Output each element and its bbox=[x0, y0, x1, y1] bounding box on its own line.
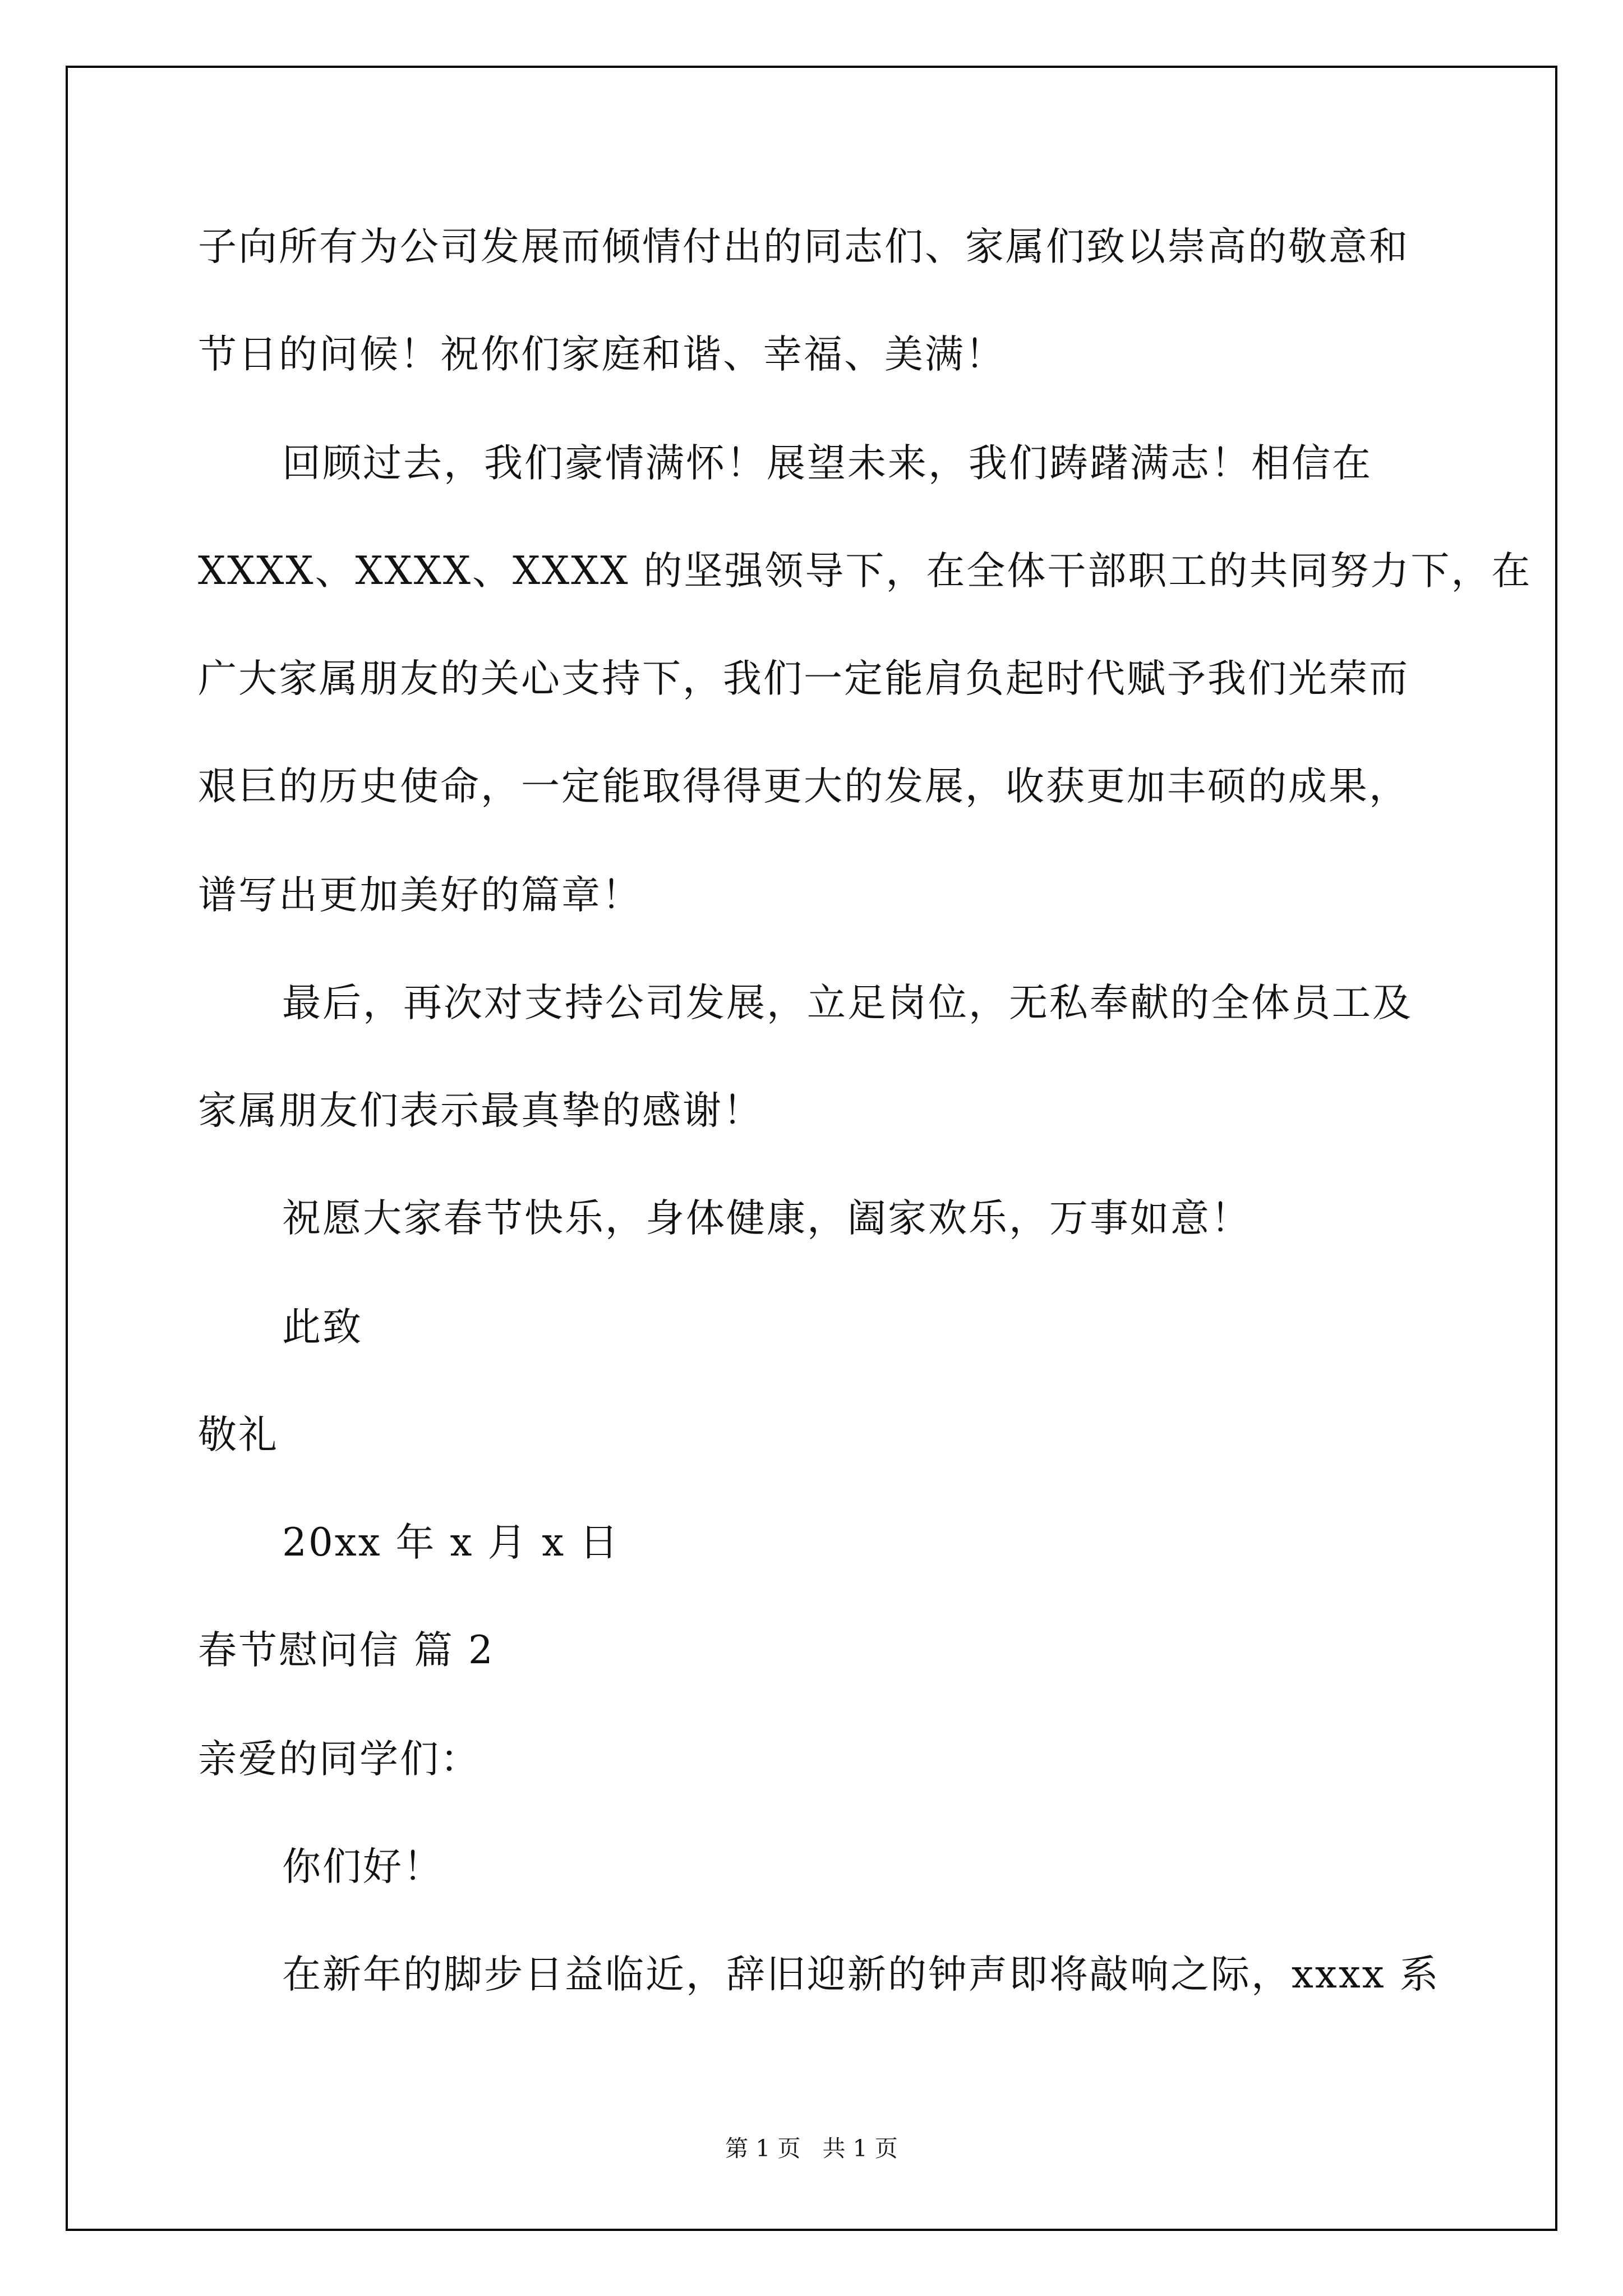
body-line-8: 最后，再次对支持公司发展，立足岗位，无私奉献的全体员工及 bbox=[282, 981, 1413, 1025]
greeting-wish: 祝愿大家春节快乐，身体健康，阖家欢乐，万事如意！ bbox=[282, 1196, 1251, 1241]
body-line-5: 广大家属朋友的关心支持下，我们一定能肩负起时代赋予我们光荣而 bbox=[198, 656, 1409, 701]
section-title: 春节慰问信 篇 2 bbox=[198, 1628, 495, 1673]
hello-line: 你们好！ bbox=[282, 1844, 444, 1889]
page-footer: 第 1 页 共 1 页 bbox=[725, 2135, 898, 2162]
body-line-17: 在新年的脚步日益临近，辞旧迎新的钟声即将敲响之际，xxxx 系 bbox=[282, 1952, 1440, 1997]
body-line-2: 节日的问候！祝你们家庭和谐、幸福、美满！ bbox=[198, 332, 1006, 377]
closing-jingli: 敬礼 bbox=[198, 1412, 279, 1457]
body-line-7: 谱写出更加美好的篇章！ bbox=[198, 873, 642, 918]
body-line-3: 回顾过去，我们豪情满怀！展望未来，我们踌躇满志！相信在 bbox=[282, 441, 1372, 486]
page-border bbox=[66, 66, 1557, 2231]
body-line-1: 子向所有为公司发展而倾情付出的同志们、家属们致以崇高的敬意和 bbox=[198, 224, 1409, 269]
letter-date: 20xx 年 x 月 x 日 bbox=[282, 1520, 620, 1565]
body-line-4: XXXX、XXXX、XXXX 的坚强领导下，在全体干部职工的共同努力下，在 bbox=[198, 549, 1532, 593]
body-line-6: 艰巨的历史使命，一定能取得得更大的发展，收获更加丰硕的成果， bbox=[198, 764, 1409, 809]
body-line-9: 家属朋友们表示最真挚的感谢！ bbox=[198, 1088, 763, 1133]
closing-cizhi: 此致 bbox=[282, 1305, 363, 1350]
salutation: 亲爱的同学们： bbox=[198, 1737, 481, 1782]
